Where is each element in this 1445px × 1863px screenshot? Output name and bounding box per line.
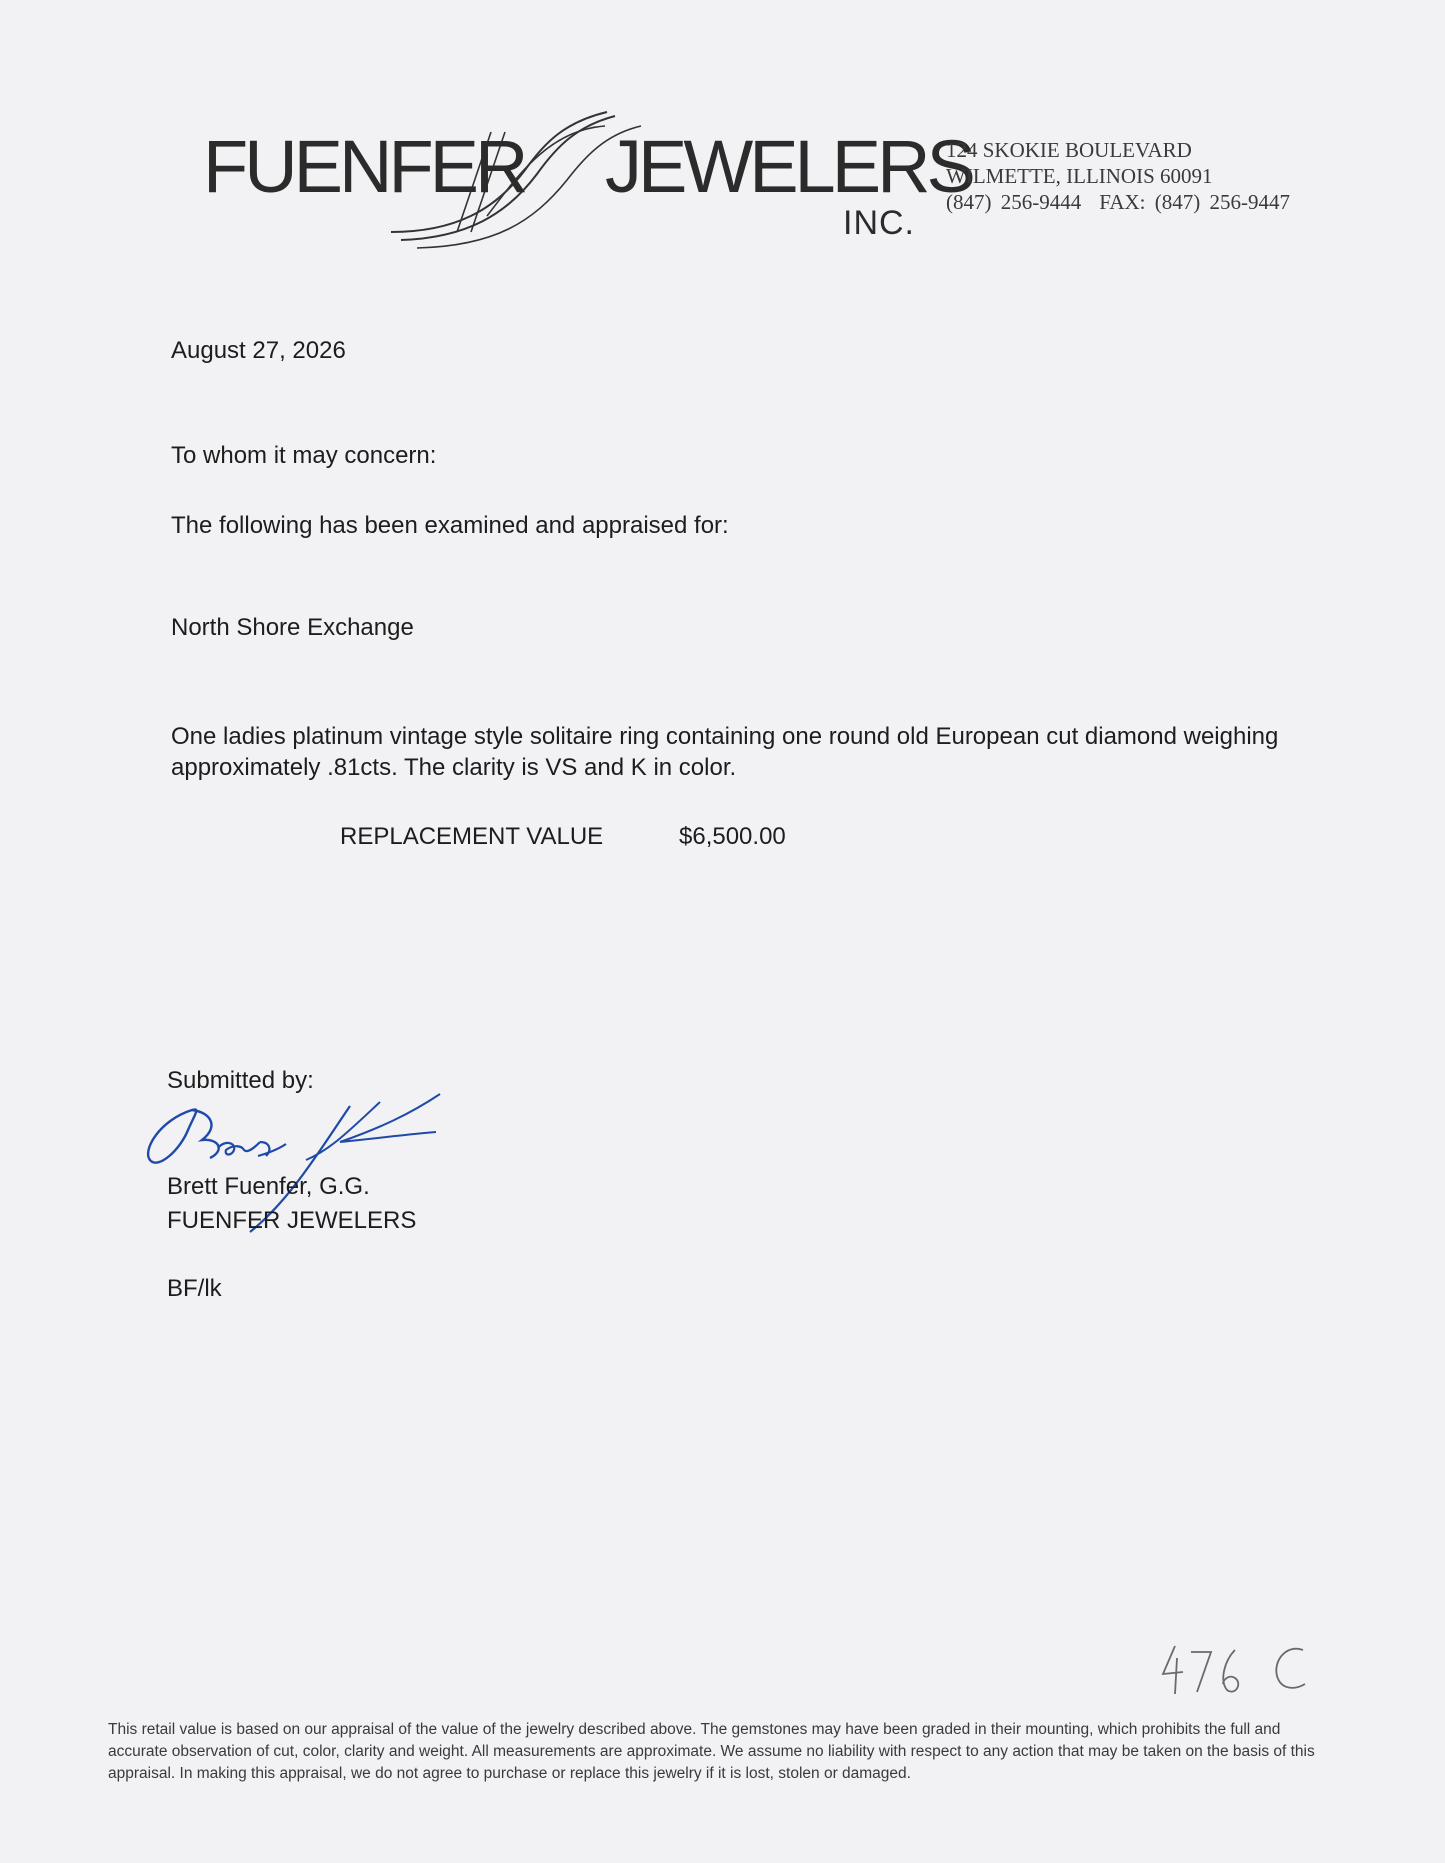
replacement-value-label: REPLACEMENT VALUE (340, 823, 604, 850)
phone-number: (847) 256-9444 (946, 190, 1082, 214)
address-city: WILMETTE, ILLINOIS 60091 (946, 164, 1213, 188)
handwritten-note (1155, 1640, 1315, 1700)
replacement-value-amount: $6,500.00 (679, 823, 786, 850)
legal-disclaimer: This retail value is based on our appraisal of the value of the jewelry described above. The gemstones may have been graded in their mounting, which prohibits the full and accurate observation of cut, color, clarity and weight. All measurements are approximate. We assume no liability with respect to any action that may be taken on the basis of this appraisal. In making this appraisal, we do not agree to purchase or replace this jewelry if it is lost, stolen or damaged. (108, 1721, 1315, 1782)
signer-company: FUENFER JEWELERS (167, 1207, 417, 1234)
company-address (946, 137, 1290, 215)
company-logo (195, 100, 972, 250)
logo-word-jewelers: JEWELERS (605, 125, 972, 208)
logo-inc: INC. (843, 204, 915, 242)
item-description: One ladies platinum vintage style solitaire ring containing one round old European cut diamond weighing approximately .81cts. The clarity is VS and K in color. (171, 723, 1279, 781)
salutation: To whom it may concern: (171, 442, 437, 469)
signer-name: Brett Fuenfer, G.G. (167, 1173, 370, 1200)
fax-number: FAX: (847) 256-9447 (1099, 190, 1290, 214)
submitted-by-label: Submitted by: (167, 1067, 314, 1094)
client-name: North Shore Exchange (171, 614, 414, 641)
address-street: 124 SKOKIE BOULEVARD (946, 138, 1192, 162)
intro-line: The following has been examined and appraised for: (171, 512, 729, 539)
letter-date: August 27, 2026 (171, 337, 346, 364)
contact-line (946, 189, 1290, 215)
logo-word-fuenfer: FUENFER (203, 125, 525, 208)
reference-initials: BF/lk (167, 1275, 222, 1302)
